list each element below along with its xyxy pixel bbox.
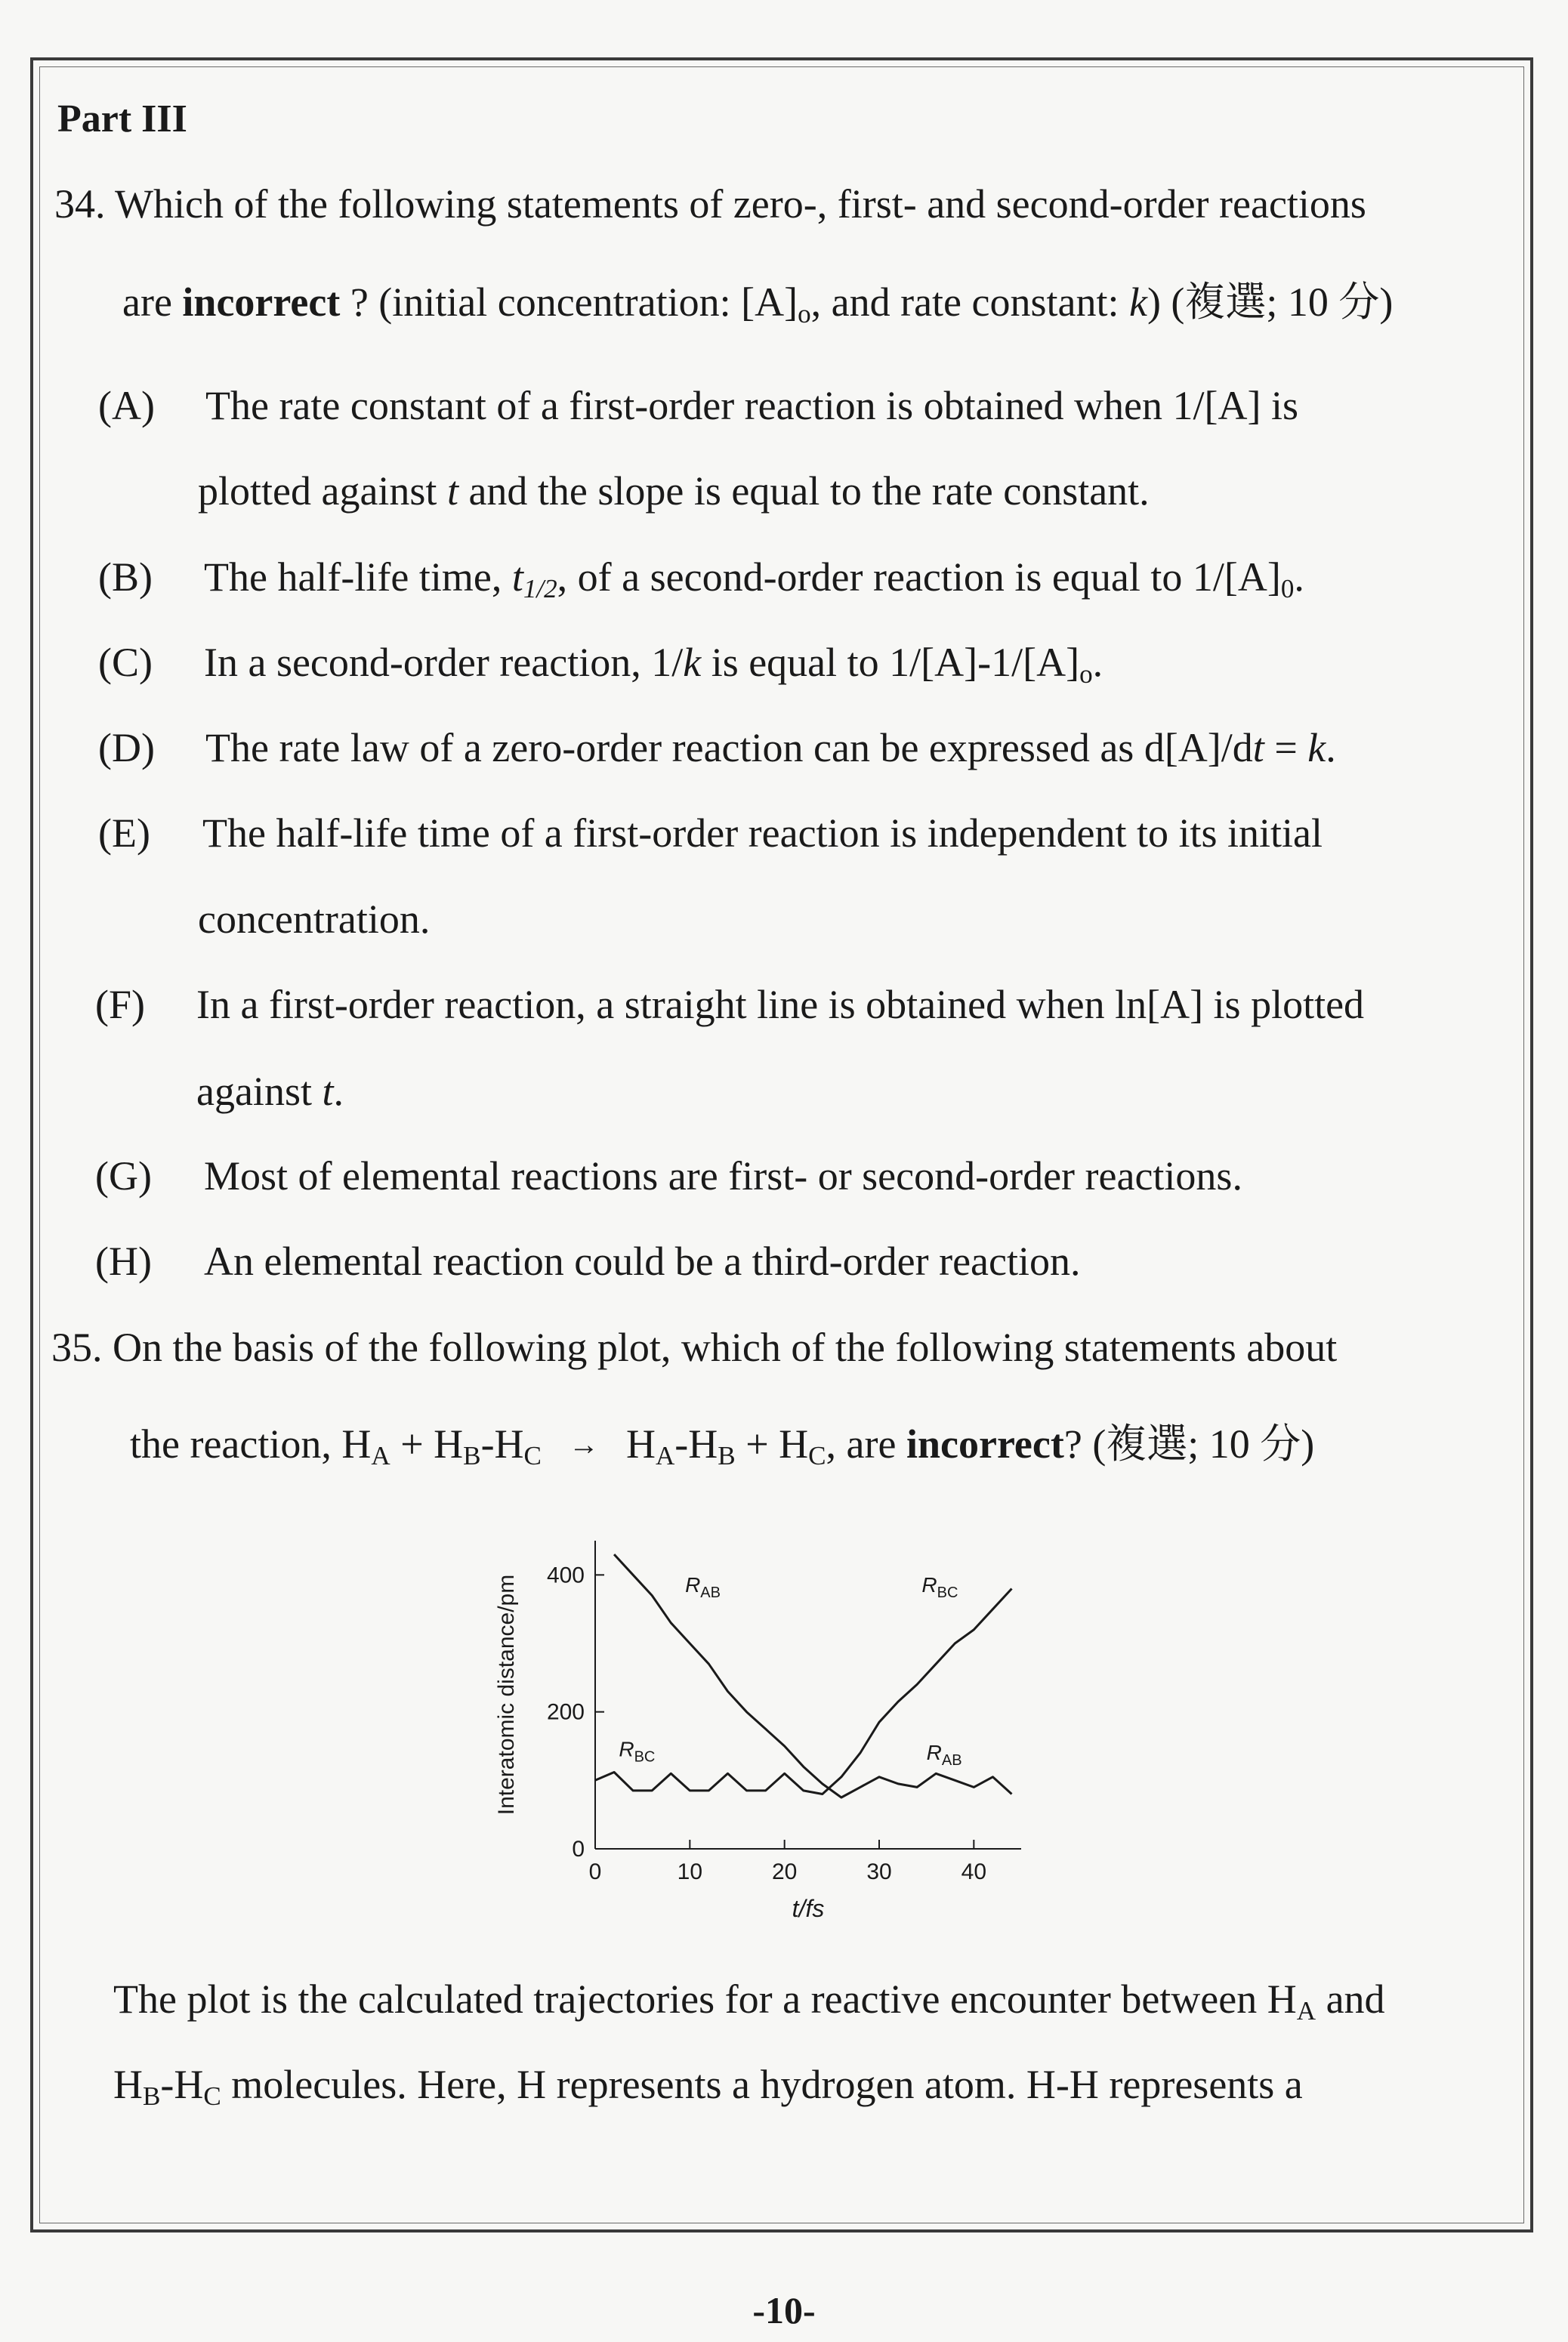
q34-option-g-text: Most of elemental reactions are first- or second-order reactions. (204, 1153, 1242, 1199)
q34-option-a-line1: The rate constant of a first-order reaction is obtained when 1/[A] is (205, 383, 1298, 428)
curve-label: $R_{BC}$ (921, 1573, 958, 1601)
y-tick-label: 400 (546, 1563, 585, 1588)
page-number: -10- (752, 2289, 816, 2331)
part-heading: Part III (57, 97, 187, 140)
q34-option-g-letter: (G) (95, 1153, 152, 1199)
q34-option-h-text: An elemental reaction could be a third-order reaction. (204, 1239, 1081, 1284)
q35-stem-line2: the reaction, $H_A + H_B-H_C \to H_A-H_B + H_C$, are incorrect? (複選; 10 分) (130, 1421, 1315, 1470)
q34-stem-line1: 34. Which of the following statements of zero-, first- and second-order reactions (54, 181, 1366, 227)
reaction-arrow: → (568, 1427, 599, 1461)
curve-label: $R_{AB}$ (685, 1573, 721, 1601)
q34-option-d-letter: (D) (98, 725, 155, 770)
q34-option-f-line1: In a first-order reaction, a straight line is obtained when ln[A] is plotted (196, 982, 1365, 1027)
curve-label: $R_{BC}$ (619, 1737, 656, 1766)
q35-stem-line1: 35. On the basis of the following plot, which of the following statements about (51, 1325, 1338, 1370)
q34-option-e-line1: The half-life time of a first-order reaction is independent to its initial (202, 810, 1323, 856)
q34-option-f-line2: against t. (196, 1069, 344, 1114)
x-tick-label: 30 (866, 1859, 892, 1884)
x-tick-label: 20 (771, 1859, 798, 1884)
q34-option-h-letter: (H) (95, 1239, 152, 1284)
q34-stem-line2: are incorrect ? (initial concentration: $[A]_o$, and rate constant: k) (複選; 10 分) (122, 279, 1394, 329)
q34-option-a-line2: plotted against t and the slope is equal to the rate constant. (198, 468, 1150, 514)
q34-option-b-text: The half-life time, $t_{1/2}$, of a second-order reaction is equal to $1/[A]_0$. (204, 554, 1304, 603)
y-axis-label: Interatomic distance/pm (494, 1574, 519, 1816)
q34-option-e-letter: (E) (98, 810, 150, 856)
q34-option-e-line2: concentration. (198, 896, 431, 942)
q34-option-c-letter: (C) (98, 640, 153, 685)
curve-label: $R_{AB}$ (926, 1741, 962, 1770)
x-axis-label: t/fs (792, 1895, 825, 1922)
x-tick-label: 0 (588, 1859, 602, 1884)
q34-option-a-letter: (A) (98, 383, 155, 428)
q35-paragraph-line1: The plot is the calculated trajectories for a reactive encounter between $H_A$ and (113, 1976, 1385, 2026)
x-tick-label: 10 (677, 1859, 703, 1884)
y-tick-label: 0 (572, 1837, 585, 1862)
q34-option-b-letter: (B) (98, 554, 153, 600)
trajectory-chart (483, 1518, 1042, 1926)
q35-paragraph-line2: $H_B-H_C$ molecules. Here, H represents a hydrogen atom. H-H represents a (113, 2062, 1303, 2111)
q34-option-d-text: The rate law of a zero-order reaction can be expressed as d[A]/dt = k. (205, 725, 1336, 770)
x-tick-label: 40 (961, 1859, 987, 1884)
q34-option-c-text: In a second-order reaction, 1/k is equal to $1/[A]-1/[A]_o$. (204, 640, 1103, 689)
q34-option-f-letter: (F) (95, 982, 145, 1027)
y-tick-label: 200 (546, 1699, 585, 1725)
